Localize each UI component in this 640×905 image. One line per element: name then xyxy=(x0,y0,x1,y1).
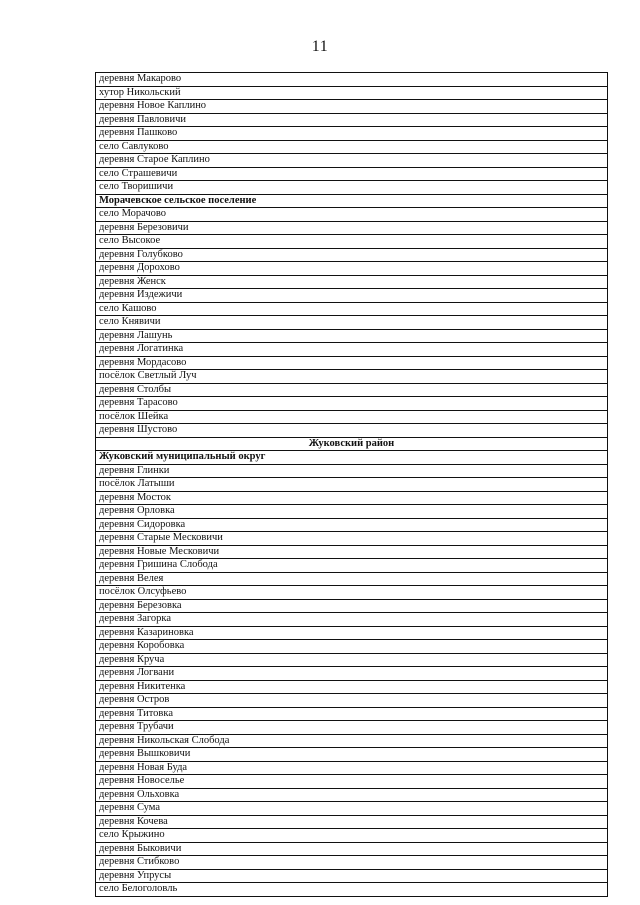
settlement-row: деревня Стибково xyxy=(96,856,607,870)
settlement-row: деревня Мордасово xyxy=(96,357,607,371)
settlement-row: деревня Загорка xyxy=(96,613,607,627)
settlement-row: деревня Глинки xyxy=(96,465,607,479)
settlement-row: село Творишичи xyxy=(96,181,607,195)
settlement-row: посёлок Латыши xyxy=(96,478,607,492)
settlement-row: деревня Коробовка xyxy=(96,640,607,654)
settlement-row: деревня Голубково xyxy=(96,249,607,263)
settlement-row: деревня Круча xyxy=(96,654,607,668)
settlement-row: деревня Пашково xyxy=(96,127,607,141)
settlement-row: село Княвичи xyxy=(96,316,607,330)
settlement-row: село Савлуково xyxy=(96,141,607,155)
settlement-row: деревня Новое Каплино xyxy=(96,100,607,114)
settlement-row: деревня Упрусы xyxy=(96,870,607,884)
settlement-row: посёлок Шейка xyxy=(96,411,607,425)
settlement-row: деревня Сидоровка xyxy=(96,519,607,533)
settlement-row: село Белоголовль xyxy=(96,883,607,897)
settlement-row: деревня Логатинка xyxy=(96,343,607,357)
settlement-row: село Морачово xyxy=(96,208,607,222)
settlement-row: деревня Сума xyxy=(96,802,607,816)
district-heading-row: Жуковский район xyxy=(96,438,607,452)
settlement-row: деревня Женск xyxy=(96,276,607,290)
settlement-row: посёлок Светлый Луч xyxy=(96,370,607,384)
settlement-row: деревня Трубачи xyxy=(96,721,607,735)
settlement-row: деревня Макарово xyxy=(96,73,607,87)
settlement-row: посёлок Олсуфьево xyxy=(96,586,607,600)
settlement-row: деревня Тарасово xyxy=(96,397,607,411)
settlement-row: деревня Старое Каплино xyxy=(96,154,607,168)
settlement-row: деревня Кочева xyxy=(96,816,607,830)
settlement-row: село Страшевичи xyxy=(96,168,607,182)
settlements-table xyxy=(95,72,608,897)
settlement-row: деревня Титовка xyxy=(96,708,607,722)
settlement-row: деревня Гришина Слобода xyxy=(96,559,607,573)
settlement-row: деревня Дорохово xyxy=(96,262,607,276)
settlement-row: деревня Новые Месковичи xyxy=(96,546,607,560)
settlement-row: деревня Быковичи xyxy=(96,843,607,857)
settlement-row: деревня Казариновка xyxy=(96,627,607,641)
page-number: 11 xyxy=(311,38,329,55)
settlement-row: деревня Старые Месковичи xyxy=(96,532,607,546)
settlement-row: деревня Новая Буда xyxy=(96,762,607,776)
settlement-row: деревня Орловка xyxy=(96,505,607,519)
settlement-row: деревня Никольская Слобода xyxy=(96,735,607,749)
settlement-row: деревня Остров xyxy=(96,694,607,708)
settlement-row: деревня Издежичи xyxy=(96,289,607,303)
settlement-row: деревня Логвани xyxy=(96,667,607,681)
settlement-row: село Высокое xyxy=(96,235,607,249)
settlement-row: хутор Никольский xyxy=(96,87,607,101)
settlement-row: деревня Вышковичи xyxy=(96,748,607,762)
settlement-row: деревня Шустово xyxy=(96,424,607,438)
settlement-row: деревня Велея xyxy=(96,573,607,587)
section-heading-row: Жуковский муниципальный округ xyxy=(96,451,607,465)
settlement-row: деревня Столбы xyxy=(96,384,607,398)
settlement-row: деревня Новоселье xyxy=(96,775,607,789)
settlement-row: деревня Павловичи xyxy=(96,114,607,128)
settlement-row: деревня Ольховка xyxy=(96,789,607,803)
settlement-row: деревня Березовичи xyxy=(96,222,607,236)
settlement-row: деревня Березовка xyxy=(96,600,607,614)
settlement-row: деревня Лашунь xyxy=(96,330,607,344)
settlement-row: деревня Мосток xyxy=(96,492,607,506)
settlement-row: деревня Никитенка xyxy=(96,681,607,695)
settlement-row: село Крыжино xyxy=(96,829,607,843)
section-heading-row: Морачевское сельское поселение xyxy=(96,195,607,209)
settlement-row: село Кашово xyxy=(96,303,607,317)
